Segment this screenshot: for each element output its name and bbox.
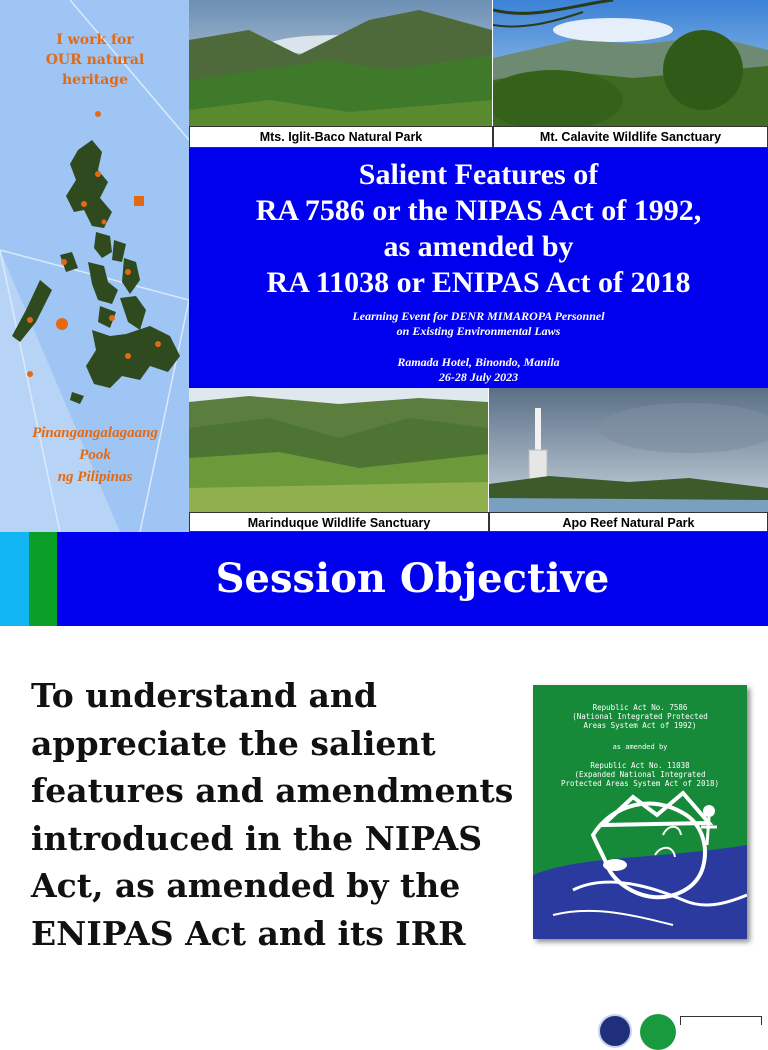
photo-apo-reef (489, 388, 768, 512)
tagline-line: ng Pilipinas (57, 469, 133, 485)
event-line: Learning Event for DENR MIMAROPA Personnel (352, 309, 605, 323)
photo-caption: Apo Reef Natural Park (489, 512, 768, 532)
title-line: Salient Features of (358, 158, 599, 191)
photo-iglit-baco (189, 0, 492, 126)
title-line: RA 7586 or the NIPAS Act of 1992, (255, 194, 702, 227)
book-line: Republic Act No. 7586 (592, 703, 688, 712)
photo-calavite (493, 0, 768, 126)
accent-stripe-cyan (0, 532, 29, 626)
tagline-bottom (15, 422, 175, 488)
denr-logo-icon (598, 1014, 632, 1048)
book-cover-artwork (533, 685, 747, 939)
photo-caption: Marinduque Wildlife Sanctuary (189, 512, 489, 532)
session-title: Session Objective (215, 555, 610, 602)
venue-line: Ramada Hotel, Binondo, Manila (397, 355, 560, 369)
book-line: Areas System Act of 1992) (583, 721, 697, 730)
accent-stripe-green (29, 532, 57, 626)
book-line: Protected Areas System Act of 2018) (560, 779, 720, 788)
book-line: Republic Act No. 11038 (590, 761, 690, 770)
title-box (189, 148, 768, 388)
tagline-line: I work for (56, 32, 134, 48)
bmb-logo-icon (640, 1014, 676, 1050)
book-line: (National Integrated Protected (572, 712, 708, 721)
photo-caption: Mt. Calavite Wildlife Sanctuary (493, 126, 768, 148)
date-line: 26-28 July 2023 (438, 370, 519, 384)
tagline-top (30, 30, 160, 90)
title-line: as amended by (383, 230, 574, 263)
tagline-panel (0, 0, 189, 532)
tagline-line: OUR natural (45, 52, 145, 68)
objective-text: To understand and appreciate the salient features and amendments introduced in the NIPAS Act, as amended by the ENIPAS Act and its IRR (31, 676, 514, 953)
photo-marinduque (189, 388, 488, 512)
tagline-line: heritage (61, 72, 128, 88)
title-line: RA 11038 or ENIPAS Act of 2018 (266, 266, 691, 299)
event-line: on Existing Environmental Laws (396, 324, 561, 338)
photo-caption: Mts. Iglit-Baco Natural Park (189, 126, 493, 148)
tagline-line: Pinangangalagaang (32, 425, 158, 441)
book-cover-image (533, 685, 747, 939)
tagline-line: Pook (79, 447, 111, 463)
book-amended: as amended by (612, 743, 668, 751)
book-line: (Expanded National Integrated (574, 770, 706, 779)
